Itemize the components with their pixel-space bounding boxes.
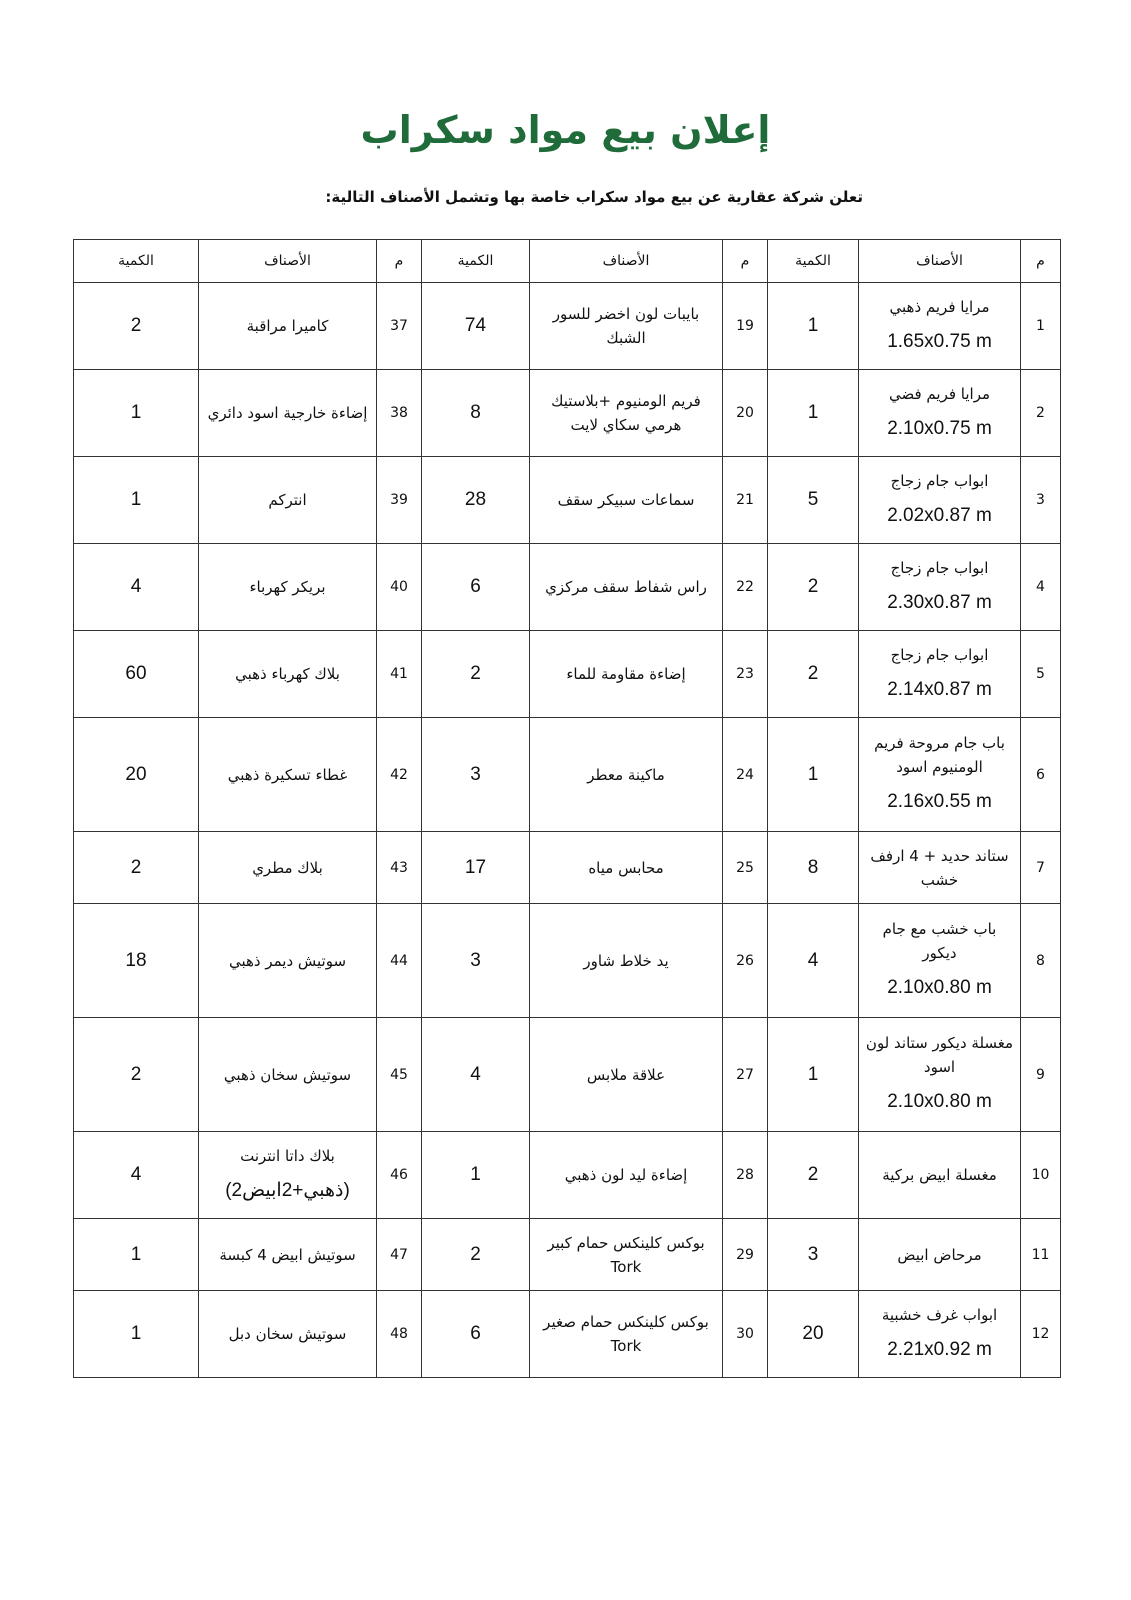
item-quantity: 17 <box>422 832 530 904</box>
item-dimensions: 1.65x0.75 m <box>887 330 992 352</box>
item-cell <box>199 544 377 631</box>
item-number: 43 <box>377 832 422 904</box>
col-header-quantity: الكمية <box>74 240 199 283</box>
item-quantity: 6 <box>422 544 530 631</box>
item-quantity: 8 <box>768 832 859 904</box>
table-row <box>74 631 1061 718</box>
table-row <box>74 1219 1061 1291</box>
item-quantity: 20 <box>768 1291 859 1378</box>
item-quantity: 28 <box>422 457 530 544</box>
table-row <box>74 544 1061 631</box>
item-number: 1 <box>1021 283 1061 370</box>
item-name: ابواب جام زجاج <box>890 558 989 577</box>
item-cell <box>199 1018 377 1132</box>
item-dimensions: 2.02x0.87 m <box>887 504 992 526</box>
item-quantity: 3 <box>422 718 530 832</box>
item-name: إضاءة خارجية اسود دائري <box>207 404 368 422</box>
item-number: 19 <box>723 283 768 370</box>
item-quantity: 2 <box>74 832 199 904</box>
table-row <box>74 457 1061 544</box>
item-number: 26 <box>723 904 768 1018</box>
item-cell <box>859 370 1021 457</box>
item-name: بايبات لون اخضر للسور الشبك <box>552 305 700 347</box>
item-quantity: 1 <box>768 718 859 832</box>
item-quantity: 4 <box>74 544 199 631</box>
item-cell <box>859 832 1021 904</box>
item-quantity: 4 <box>422 1018 530 1132</box>
item-name: سوتيش سخان ذهبي <box>223 1065 352 1084</box>
item-quantity: 1 <box>74 1291 199 1378</box>
item-quantity: 2 <box>422 1219 530 1291</box>
item-number: 29 <box>723 1219 768 1291</box>
col-header-number: م <box>377 240 422 283</box>
item-name: ابواب غرف خشبية <box>881 1305 998 1324</box>
item-name: مغسلة ابيض بركية <box>882 1166 997 1184</box>
item-number: 22 <box>723 544 768 631</box>
item-quantity: 4 <box>768 904 859 1018</box>
item-cell <box>859 1018 1021 1132</box>
col-header-number: م <box>1021 240 1061 283</box>
item-number: 6 <box>1021 718 1061 832</box>
item-name: غطاء تسكيرة ذهبي <box>227 765 348 784</box>
item-number: 10 <box>1021 1132 1061 1219</box>
item-name: بوكس كلينكس حمام صغير Tork <box>543 1313 709 1355</box>
item-cell <box>859 631 1021 718</box>
item-number: 45 <box>377 1018 422 1132</box>
item-cell <box>199 1219 377 1291</box>
item-number: 41 <box>377 631 422 718</box>
item-name: ابواب جام زجاج <box>890 645 989 664</box>
item-cell <box>530 1018 723 1132</box>
item-quantity: 74 <box>422 283 530 370</box>
item-number: 27 <box>723 1018 768 1132</box>
item-dimensions: (2ذهبي+2ابيض) <box>225 1179 350 1201</box>
item-cell <box>530 457 723 544</box>
item-cell <box>530 370 723 457</box>
table-row <box>74 718 1061 832</box>
item-name: بلاك كهرباء ذهبي <box>235 665 340 683</box>
item-dimensions: 2.21x0.92 m <box>887 1338 992 1360</box>
col-header-items: الأصناف <box>859 240 1021 283</box>
item-name: بريكر كهرباء <box>249 578 326 596</box>
item-dimensions: 2.10x0.80 m <box>887 977 992 999</box>
item-cell <box>859 1219 1021 1291</box>
item-quantity: 1 <box>74 1219 199 1291</box>
item-name: بلاك داتا انترنت <box>240 1146 335 1165</box>
table-row <box>74 1132 1061 1219</box>
table-row <box>74 1018 1061 1132</box>
item-quantity: 1 <box>768 1018 859 1132</box>
table-row <box>74 370 1061 457</box>
item-cell <box>859 1291 1021 1378</box>
item-quantity: 4 <box>74 1132 199 1219</box>
item-cell <box>530 1291 723 1378</box>
item-quantity: 1 <box>768 283 859 370</box>
item-quantity: 2 <box>768 544 859 631</box>
item-name: باب خشب مع جام ديكور <box>882 920 997 963</box>
item-quantity: 60 <box>74 631 199 718</box>
item-quantity: 2 <box>74 1018 199 1132</box>
item-cell <box>199 457 377 544</box>
item-number: 25 <box>723 832 768 904</box>
page-title: إعلان بيع مواد سكراب <box>360 108 771 152</box>
item-quantity: 2 <box>768 1132 859 1219</box>
item-quantity: 5 <box>768 457 859 544</box>
item-name: سوتيش ابيض 4 كبسة <box>219 1245 356 1264</box>
item-dimensions: 2.14x0.87 m <box>887 678 992 700</box>
item-number: 37 <box>377 283 422 370</box>
table-row <box>74 904 1061 1018</box>
col-header-quantity: الكمية <box>422 240 530 283</box>
item-number: 30 <box>723 1291 768 1378</box>
item-name: بلاك مطري <box>252 858 323 877</box>
item-quantity: 2 <box>74 283 199 370</box>
item-cell <box>199 832 377 904</box>
item-number: 44 <box>377 904 422 1018</box>
item-quantity: 1 <box>74 370 199 457</box>
item-name: راس شفاط سقف مركزي <box>545 578 707 596</box>
item-name: إضاءة مقاومة للماء <box>566 665 686 683</box>
item-name: انتركم <box>268 491 307 509</box>
item-name: سوتيش سخان دبل <box>228 1325 347 1343</box>
item-number: 38 <box>377 370 422 457</box>
item-number: 23 <box>723 631 768 718</box>
item-name: مغسلة ديكور ستاند لون اسود <box>865 1034 1014 1077</box>
item-dimensions: 2.10x0.80 m <box>887 1091 992 1113</box>
item-cell <box>530 631 723 718</box>
item-name: سوتيش ديمر ذهبي <box>228 951 347 970</box>
item-number: 21 <box>723 457 768 544</box>
item-cell <box>199 718 377 832</box>
item-cell <box>859 457 1021 544</box>
item-cell <box>859 904 1021 1018</box>
col-header-quantity: الكمية <box>768 240 859 283</box>
item-cell <box>530 1219 723 1291</box>
item-dimensions: 2.30x0.87 m <box>887 591 992 613</box>
item-name: يد خلاط شاور <box>583 951 669 970</box>
item-quantity: 1 <box>422 1132 530 1219</box>
item-cell <box>530 832 723 904</box>
item-cell <box>199 283 377 370</box>
item-number: 11 <box>1021 1219 1061 1291</box>
item-cell <box>530 718 723 832</box>
item-name: إضاءة ليد لون ذهبي <box>564 1166 688 1184</box>
col-header-items: الأصناف <box>199 240 377 283</box>
col-header-number: م <box>723 240 768 283</box>
item-number: 8 <box>1021 904 1061 1018</box>
item-name: ماكينة معطر <box>587 765 665 784</box>
item-cell <box>530 904 723 1018</box>
item-cell <box>530 283 723 370</box>
item-number: 48 <box>377 1291 422 1378</box>
item-quantity: 1 <box>768 370 859 457</box>
item-name: فريم الومنيوم +بلاستيك هرمي سكاي لايت <box>551 392 701 434</box>
item-name: كاميرا مراقبة <box>246 317 329 335</box>
item-quantity: 1 <box>74 457 199 544</box>
item-number: 12 <box>1021 1291 1061 1378</box>
item-name: علاقة ملابس <box>586 1065 666 1084</box>
item-name: مرايا فريم ذهبي <box>889 297 990 316</box>
item-quantity: 3 <box>768 1219 859 1291</box>
item-number: 39 <box>377 457 422 544</box>
item-quantity: 18 <box>74 904 199 1018</box>
table-row <box>74 1291 1061 1378</box>
item-number: 28 <box>723 1132 768 1219</box>
header-row <box>74 240 1061 283</box>
item-cell <box>530 1132 723 1219</box>
item-number: 3 <box>1021 457 1061 544</box>
item-cell <box>199 370 377 457</box>
item-name: بوكس كلينكس حمام كبير Tork <box>547 1233 705 1276</box>
item-quantity: 2 <box>422 631 530 718</box>
item-dimensions: 2.10x0.75 m <box>887 417 992 439</box>
item-name: باب جام مروحة فريم الومنيوم اسود <box>874 734 1005 777</box>
item-number: 40 <box>377 544 422 631</box>
table-row <box>74 283 1061 370</box>
item-quantity: 8 <box>422 370 530 457</box>
item-cell <box>199 904 377 1018</box>
item-number: 24 <box>723 718 768 832</box>
item-name: مرايا فريم فضي <box>888 384 991 403</box>
item-number: 20 <box>723 370 768 457</box>
item-number: 7 <box>1021 832 1061 904</box>
item-cell <box>859 283 1021 370</box>
item-number: 4 <box>1021 544 1061 631</box>
item-number: 42 <box>377 718 422 832</box>
item-quantity: 20 <box>74 718 199 832</box>
intro-text: تعلن شركة عقارية عن بيع مواد سكراب خاصة بها وتشمل الأصناف التالية: <box>325 188 863 206</box>
item-cell <box>199 1132 377 1219</box>
item-dimensions: 2.16x0.55 m <box>887 791 992 813</box>
item-cell <box>859 1132 1021 1219</box>
item-name: ستاند حديد + 4 ارفف خشب <box>870 846 1009 889</box>
item-cell <box>199 631 377 718</box>
item-number: 9 <box>1021 1018 1061 1132</box>
item-cell <box>530 544 723 631</box>
item-quantity: 3 <box>422 904 530 1018</box>
item-quantity: 6 <box>422 1291 530 1378</box>
item-name: مرحاض ابيض <box>897 1245 982 1264</box>
item-cell <box>859 718 1021 832</box>
items-table <box>73 239 1061 1378</box>
item-number: 5 <box>1021 631 1061 718</box>
item-cell <box>199 1291 377 1378</box>
item-name: سماعات سبيكر سقف <box>557 491 695 509</box>
item-number: 2 <box>1021 370 1061 457</box>
item-number: 47 <box>377 1219 422 1291</box>
item-name: ابواب جام زجاج <box>890 471 989 490</box>
item-number: 46 <box>377 1132 422 1219</box>
table-row <box>74 832 1061 904</box>
col-header-items: الأصناف <box>530 240 723 283</box>
item-name: محابس مياه <box>588 858 664 877</box>
item-cell <box>859 544 1021 631</box>
item-quantity: 2 <box>768 631 859 718</box>
